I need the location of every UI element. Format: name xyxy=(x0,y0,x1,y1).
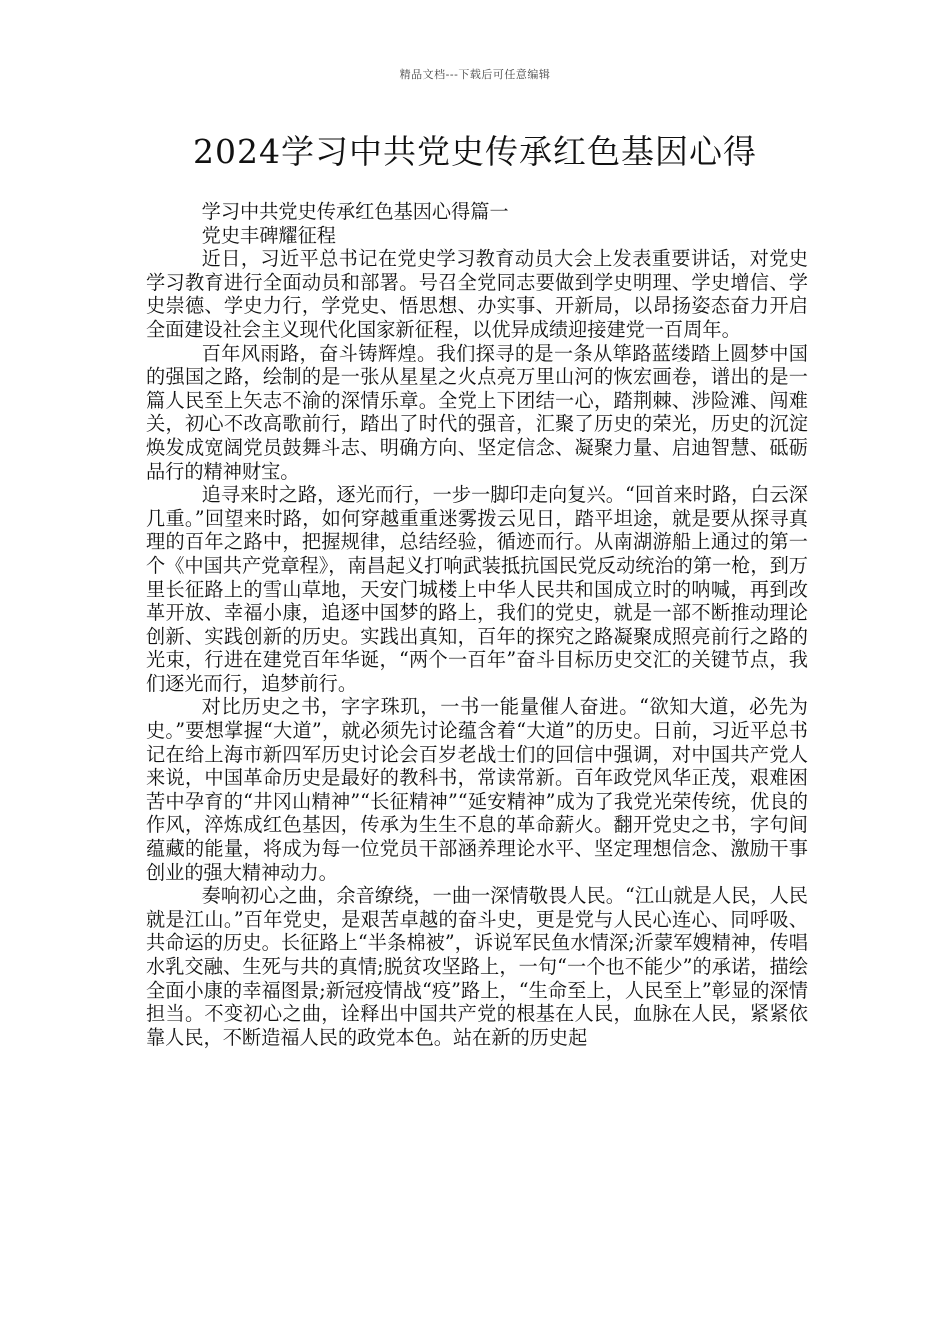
document-title: 2024学习中共党史传承红色基因心得 xyxy=(193,132,757,171)
body-paragraph-4: 对比历史之书，字字珠玑，一书一能量催人奋进。“欲知大道，必先为史。”要想掌握“大道”，就必须先讨论蕴含着“大道”的历史。日前，习近平总书记在给上海市新四军历史讨论会百岁老战士们的回信中强调，对中国共产党人来说，中国革命历史是最好的教科书，常读常新。百年政党风华正茂，艰难困苦中孕育的“井冈山精神”“长征精神”“延安精神”成为了我党光荣传统，优良的作风，淬炼成红色基因，传承为生生不息的革命薪火。翻开党史之书，字句间蕴藏的能量，将成为每一位党员干部涵养理论水平、坚定理想信念、激励干事创业的强大精神动力。 xyxy=(146,695,808,884)
body-paragraph-3: 追寻来时之路，逐光而行，一步一脚印走向复兴。“回首来时路，白云深几重。”回望来时路，如何穿越重重迷雾拨云见日，踏平坦途，就是要从探寻真理的百年之路中，把握规律，总结经验，循迹而行。从南湖游船上通过的第一个《中国共产党章程》，南昌起义打响武装抵抗国民党反动统治的第一枪，到万里长征路上的雪山草地，天安门城楼上中华人民共和国成立时的呐喊，再到改革开放、幸福小康，追逐中国梦的路上，我们的党史，就是一部不断推动理论创新、实践创新的历史。实践出真知，百年的探究之路凝聚成照亮前行之路的光束，行进在建党百年华诞，“两个一百年”奋斗目标历史交汇的关键节点，我们逐光而行，追梦前行。 xyxy=(146,483,808,695)
article-subtitle: 学习中共党史传承红色基因心得篇一 xyxy=(201,200,509,223)
body-paragraph-1: 近日，习近平总书记在党史学习教育动员大会上发表重要讲话，对党史学习教育进行全面动员和部署。号召全党同志要做到学史明理、学史增信、学史崇德、学史力行，学党史、悟思想、办实事、开新局，以昂扬姿态奋力开启全面建设社会主义现代化国家新征程，以优异成绩迎接建党一百周年。 xyxy=(146,247,808,341)
body-paragraph-5: 奏响初心之曲，余音缭绕，一曲一深情敬畏人民。“江山就是人民，人民就是江山。”百年党史，是艰苦卓越的奋斗史，更是党与人民心连心、同呼吸、共命运的历史。长征路上“半条棉被”，诉说军民鱼水情深;沂蒙军嫂精神，传唱水乳交融、生死与共的真情;脱贫攻坚路上，一句“一个也不能少”的承诺，描绘全面小康的幸福图景;新冠疫情战“疫”路上，“生命至上，人民至上”彰显的深情担当。不变初心之曲，诠释出中国共产党的根基在人民，血脉在人民，紧紧依靠人民，不断造福人民的政党本色。站在新的历史起 xyxy=(146,884,808,1049)
body-paragraph-2: 百年风雨路，奋斗铸辉煌。我们探寻的是一条从筚路蓝缕踏上圆梦中国的强国之路，绘制的是一张从星星之火点亮万里山河的恢宏画卷，谱出的是一篇人民至上矢志不渝的深情乐章。全党上下团结一心，踏荆棘、涉险滩、闯难关，初心不改高歌前行，踏出了时代的强音，汇聚了历史的荣光，历史的沉淀焕发成宽阔党员鼓舞斗志、明确方向、坚定信念、凝聚力量、启迪智慧、砥砺品行的精神财宝。 xyxy=(146,341,808,483)
document-body xyxy=(146,200,808,1049)
header-note: 精品文档---下载后可任意编辑 xyxy=(399,68,551,81)
section-heading: 党史丰碑耀征程 xyxy=(201,223,336,247)
